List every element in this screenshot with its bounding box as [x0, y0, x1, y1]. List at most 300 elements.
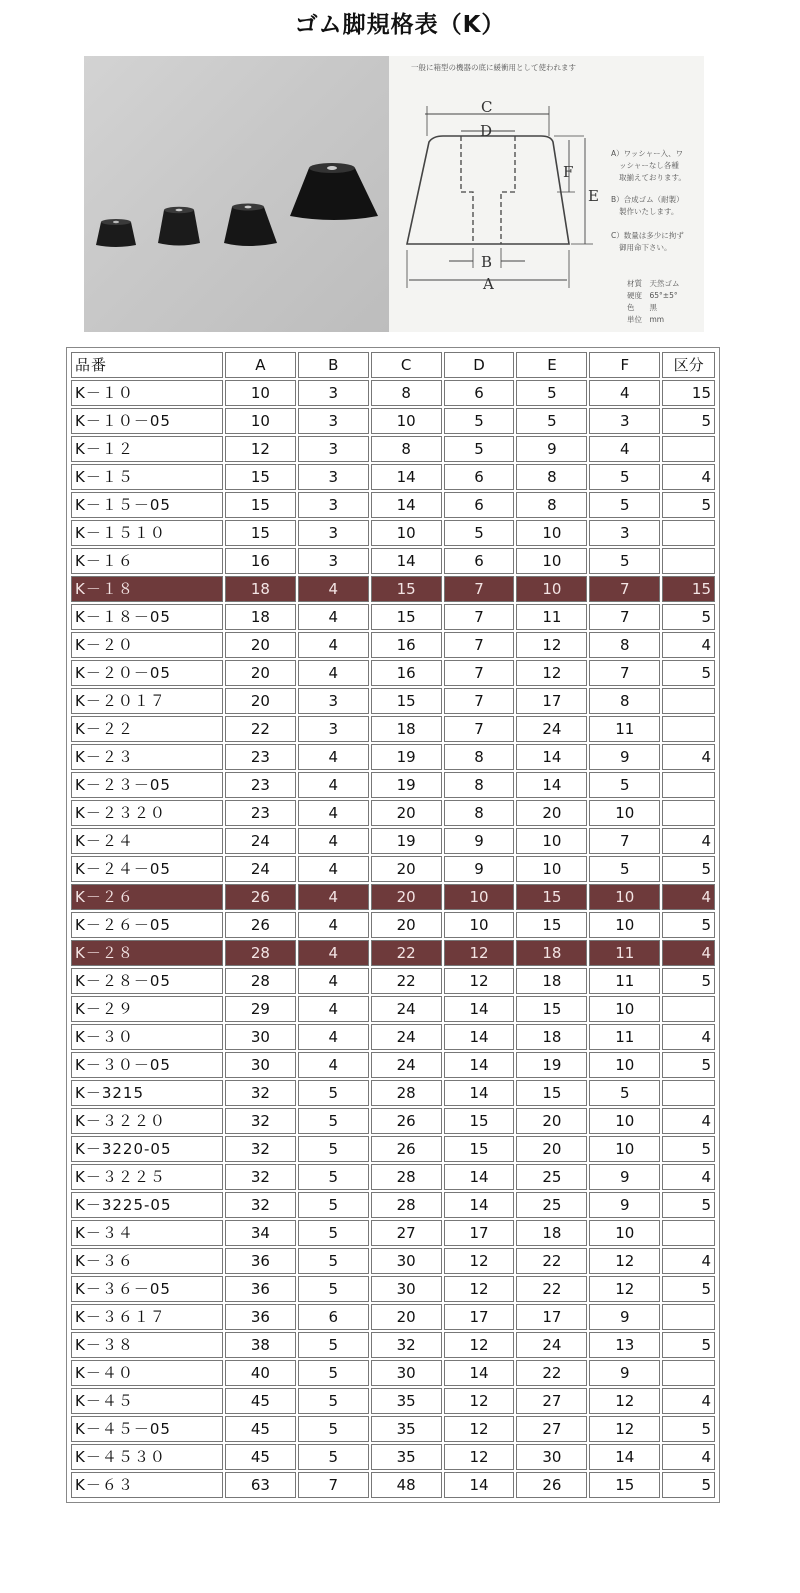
cell-a: 15 — [225, 520, 296, 546]
cell-b: 3 — [298, 492, 369, 518]
cell-a: 36 — [225, 1276, 296, 1302]
cell-kubun — [662, 688, 715, 714]
table-row — [71, 1192, 715, 1218]
cell-kubun: 4 — [662, 1388, 715, 1414]
cell-e: 20 — [516, 1136, 587, 1162]
table-row — [71, 1416, 715, 1442]
cell-c: 24 — [371, 1024, 442, 1050]
cell-d: 12 — [444, 1248, 515, 1274]
cell-d: 7 — [444, 604, 515, 630]
cell-d: 12 — [444, 940, 515, 966]
cell-b: 3 — [298, 408, 369, 434]
cell-b: 5 — [298, 1248, 369, 1274]
cell-d: 12 — [444, 1332, 515, 1358]
cell-f: 10 — [589, 996, 660, 1022]
cell-a: 23 — [225, 744, 296, 770]
table-row — [71, 716, 715, 742]
cell-b: 5 — [298, 1136, 369, 1162]
cell-e: 12 — [516, 660, 587, 686]
cell-kubun: 5 — [662, 1052, 715, 1078]
cell-kubun: 5 — [662, 1192, 715, 1218]
cell-c: 30 — [371, 1248, 442, 1274]
cell-b: 4 — [298, 856, 369, 882]
cell-code: K－２３－05 — [71, 772, 223, 798]
cell-d: 7 — [444, 576, 515, 602]
header-cell-code: 品番 — [71, 352, 223, 378]
cell-f: 8 — [589, 688, 660, 714]
cell-code: K－３６ — [71, 1248, 223, 1274]
cell-e: 10 — [516, 576, 587, 602]
dimension-drawing — [389, 56, 704, 332]
cell-a: 23 — [225, 772, 296, 798]
cell-c: 19 — [371, 772, 442, 798]
cell-c: 28 — [371, 1164, 442, 1190]
cell-b: 4 — [298, 1024, 369, 1050]
cell-f: 13 — [589, 1332, 660, 1358]
cell-d: 12 — [444, 1276, 515, 1302]
cell-code: K－４０ — [71, 1360, 223, 1386]
cell-code: K－１０－05 — [71, 408, 223, 434]
cell-c: 14 — [371, 492, 442, 518]
cell-f: 10 — [589, 884, 660, 910]
cell-f: 5 — [589, 772, 660, 798]
cell-code: K－４５ — [71, 1388, 223, 1414]
dim-label-d: D — [480, 122, 493, 140]
cell-kubun: 4 — [662, 884, 715, 910]
rubber-foot-small — [96, 219, 136, 247]
cell-e: 18 — [516, 1220, 587, 1246]
cell-kubun: 4 — [662, 828, 715, 854]
cell-a: 10 — [225, 380, 296, 406]
table-row — [71, 688, 715, 714]
cell-f: 5 — [589, 492, 660, 518]
cell-d: 6 — [444, 548, 515, 574]
page-title: ゴム脚規格表（K） — [294, 12, 506, 38]
table-row — [71, 1332, 715, 1358]
cell-kubun: 5 — [662, 492, 715, 518]
cell-e: 11 — [516, 604, 587, 630]
cell-kubun: 5 — [662, 1416, 715, 1442]
cell-f: 7 — [589, 828, 660, 854]
cell-d: 12 — [444, 1416, 515, 1442]
cell-f: 12 — [589, 1248, 660, 1274]
cell-code: K－１６ — [71, 548, 223, 574]
table-header-row — [71, 352, 715, 378]
note-line: 取揃えております。 — [619, 173, 686, 182]
dim-label-b: B — [481, 253, 493, 271]
table-row — [71, 408, 715, 434]
cell-d: 5 — [444, 436, 515, 462]
cell-e: 27 — [516, 1388, 587, 1414]
cell-code: K－３０－05 — [71, 1052, 223, 1078]
cell-code: K－２８－05 — [71, 968, 223, 994]
cell-kubun — [662, 800, 715, 826]
cell-a: 36 — [225, 1248, 296, 1274]
cell-c: 48 — [371, 1472, 442, 1498]
cell-f: 5 — [589, 548, 660, 574]
cell-e: 12 — [516, 632, 587, 658]
cell-d: 14 — [444, 996, 515, 1022]
table-row — [71, 772, 715, 798]
table-row — [71, 1444, 715, 1470]
cell-e: 24 — [516, 1332, 587, 1358]
cell-f: 10 — [589, 1052, 660, 1078]
cell-d: 12 — [444, 1444, 515, 1470]
cell-code: K－３６１７ — [71, 1304, 223, 1330]
cell-e: 14 — [516, 772, 587, 798]
cell-d: 8 — [444, 772, 515, 798]
cell-code: K－１５ — [71, 464, 223, 490]
cell-f: 12 — [589, 1276, 660, 1302]
cell-b: 6 — [298, 1304, 369, 1330]
table-row — [71, 1248, 715, 1274]
cell-c: 8 — [371, 380, 442, 406]
table-row — [71, 548, 715, 574]
cell-d: 14 — [444, 1472, 515, 1498]
spec-table-frame — [66, 347, 720, 1503]
table-row — [71, 380, 715, 406]
cell-b: 4 — [298, 800, 369, 826]
cell-f: 10 — [589, 912, 660, 938]
cell-e: 15 — [516, 912, 587, 938]
table-row — [71, 1080, 715, 1106]
cell-code: K－１５－05 — [71, 492, 223, 518]
cell-d: 12 — [444, 1388, 515, 1414]
spec-line: 色 黒 — [627, 303, 657, 312]
spec-table — [69, 350, 717, 1500]
cell-a: 32 — [225, 1192, 296, 1218]
cell-a: 26 — [225, 912, 296, 938]
cell-f: 11 — [589, 940, 660, 966]
cell-a: 10 — [225, 408, 296, 434]
cell-c: 10 — [371, 408, 442, 434]
cell-c: 20 — [371, 800, 442, 826]
cell-a: 20 — [225, 660, 296, 686]
cell-code: K－２６－05 — [71, 912, 223, 938]
table-row — [71, 856, 715, 882]
cell-d: 14 — [444, 1080, 515, 1106]
cell-kubun: 5 — [662, 604, 715, 630]
cell-e: 9 — [516, 436, 587, 462]
cell-kubun: 15 — [662, 576, 715, 602]
cell-kubun — [662, 436, 715, 462]
cell-a: 20 — [225, 632, 296, 658]
cell-b: 5 — [298, 1080, 369, 1106]
table-row — [71, 1136, 715, 1162]
cell-d: 9 — [444, 856, 515, 882]
cell-a: 28 — [225, 940, 296, 966]
cell-c: 35 — [371, 1388, 442, 1414]
cell-e: 22 — [516, 1276, 587, 1302]
cell-f: 9 — [589, 1164, 660, 1190]
cell-a: 15 — [225, 464, 296, 490]
cell-e: 30 — [516, 1444, 587, 1470]
cell-f: 4 — [589, 380, 660, 406]
cell-f: 15 — [589, 1472, 660, 1498]
cell-kubun: 4 — [662, 1024, 715, 1050]
cell-kubun — [662, 1304, 715, 1330]
cell-d: 14 — [444, 1052, 515, 1078]
table-row — [71, 436, 715, 462]
cell-d: 17 — [444, 1304, 515, 1330]
header-cell-f: F — [589, 352, 660, 378]
cell-b: 4 — [298, 576, 369, 602]
cell-b: 4 — [298, 1052, 369, 1078]
table-row — [71, 1388, 715, 1414]
cell-code: K－３８ — [71, 1332, 223, 1358]
header-cell-c: C — [371, 352, 442, 378]
table-row — [71, 1024, 715, 1050]
cell-code: K－２４ — [71, 828, 223, 854]
table-row — [71, 660, 715, 686]
cell-b: 5 — [298, 1220, 369, 1246]
rubber-foot-medium — [158, 207, 200, 246]
cell-a: 32 — [225, 1136, 296, 1162]
cell-kubun: 4 — [662, 744, 715, 770]
cell-c: 14 — [371, 464, 442, 490]
cell-b: 4 — [298, 632, 369, 658]
table-row — [71, 520, 715, 546]
table-row — [71, 1108, 715, 1134]
diagram-caption: 一般に箱型の機器の底に緩衝用として使われます — [411, 63, 576, 72]
cell-a: 32 — [225, 1080, 296, 1106]
cell-e: 8 — [516, 464, 587, 490]
dim-label-c: C — [481, 98, 493, 116]
cell-code: K－２６ — [71, 884, 223, 910]
cell-kubun: 5 — [662, 912, 715, 938]
cell-d: 6 — [444, 492, 515, 518]
header-cell-d: D — [444, 352, 515, 378]
cell-kubun: 5 — [662, 660, 715, 686]
cell-e: 25 — [516, 1164, 587, 1190]
cell-kubun: 5 — [662, 1136, 715, 1162]
cell-d: 9 — [444, 828, 515, 854]
cell-b: 5 — [298, 1388, 369, 1414]
cell-b: 3 — [298, 548, 369, 574]
table-row — [71, 1052, 715, 1078]
cell-d: 8 — [444, 744, 515, 770]
header-cell-a: A — [225, 352, 296, 378]
table-row — [71, 1304, 715, 1330]
table-row — [71, 1472, 715, 1498]
cell-b: 5 — [298, 1332, 369, 1358]
cell-d: 14 — [444, 1164, 515, 1190]
cell-f: 14 — [589, 1444, 660, 1470]
cell-d: 10 — [444, 884, 515, 910]
cell-d: 17 — [444, 1220, 515, 1246]
cell-a: 16 — [225, 548, 296, 574]
cell-f: 3 — [589, 520, 660, 546]
cell-b: 5 — [298, 1276, 369, 1302]
cell-b: 3 — [298, 520, 369, 546]
cell-kubun — [662, 772, 715, 798]
cell-kubun: 4 — [662, 632, 715, 658]
table-row — [71, 1360, 715, 1386]
dim-label-e: E — [588, 187, 599, 205]
cell-c: 35 — [371, 1444, 442, 1470]
cell-code: K－１８－05 — [71, 604, 223, 630]
cell-e: 17 — [516, 688, 587, 714]
cell-a: 22 — [225, 716, 296, 742]
cell-code: K－３０ — [71, 1024, 223, 1050]
cell-f: 5 — [589, 1080, 660, 1106]
cell-kubun — [662, 1220, 715, 1246]
cell-f: 10 — [589, 800, 660, 826]
cell-c: 27 — [371, 1220, 442, 1246]
cell-kubun: 5 — [662, 408, 715, 434]
cell-f: 7 — [589, 604, 660, 630]
cell-a: 40 — [225, 1360, 296, 1386]
cell-d: 12 — [444, 968, 515, 994]
cell-code: K－２０ — [71, 632, 223, 658]
table-row — [71, 492, 715, 518]
cell-e: 22 — [516, 1360, 587, 1386]
note-line: C）数量は多少に拘ず — [611, 231, 684, 240]
cell-a: 38 — [225, 1332, 296, 1358]
cell-c: 24 — [371, 1052, 442, 1078]
spec-line: 材質 天然ゴム — [627, 279, 680, 288]
table-row — [71, 884, 715, 910]
cell-c: 28 — [371, 1080, 442, 1106]
cell-f: 8 — [589, 632, 660, 658]
cell-kubun — [662, 996, 715, 1022]
cell-b: 5 — [298, 1444, 369, 1470]
cell-a: 24 — [225, 856, 296, 882]
cell-f: 4 — [589, 436, 660, 462]
cell-e: 18 — [516, 940, 587, 966]
product-photo — [84, 56, 389, 332]
cell-code: K－６３ — [71, 1472, 223, 1498]
cell-f: 9 — [589, 1360, 660, 1386]
table-row — [71, 464, 715, 490]
cell-b: 4 — [298, 996, 369, 1022]
cell-d: 14 — [444, 1360, 515, 1386]
cell-e: 10 — [516, 828, 587, 854]
cell-b: 3 — [298, 464, 369, 490]
cell-kubun — [662, 520, 715, 546]
cell-e: 25 — [516, 1192, 587, 1218]
cell-d: 7 — [444, 660, 515, 686]
cell-code: K－１２ — [71, 436, 223, 462]
cell-kubun: 5 — [662, 1332, 715, 1358]
cell-e: 10 — [516, 856, 587, 882]
cell-kubun: 5 — [662, 968, 715, 994]
cell-c: 22 — [371, 968, 442, 994]
cell-c: 26 — [371, 1108, 442, 1134]
cell-e: 15 — [516, 884, 587, 910]
cell-code: K－３６－05 — [71, 1276, 223, 1302]
cell-e: 15 — [516, 1080, 587, 1106]
cell-code: K－１８ — [71, 576, 223, 602]
cell-a: 36 — [225, 1304, 296, 1330]
cell-e: 10 — [516, 548, 587, 574]
cell-c: 15 — [371, 576, 442, 602]
cell-d: 15 — [444, 1108, 515, 1134]
cell-c: 15 — [371, 688, 442, 714]
cell-kubun: 4 — [662, 1108, 715, 1134]
cell-c: 30 — [371, 1360, 442, 1386]
cell-f: 11 — [589, 716, 660, 742]
cell-a: 18 — [225, 604, 296, 630]
cell-c: 10 — [371, 520, 442, 546]
cell-code: K－３４ — [71, 1220, 223, 1246]
cell-b: 5 — [298, 1416, 369, 1442]
table-row — [71, 604, 715, 630]
cell-f: 5 — [589, 464, 660, 490]
table-row — [71, 828, 715, 854]
cell-c: 20 — [371, 912, 442, 938]
cell-b: 4 — [298, 660, 369, 686]
dimension-diagram — [389, 56, 704, 332]
cell-code: K－２３２０ — [71, 800, 223, 826]
cell-b: 3 — [298, 688, 369, 714]
cell-c: 16 — [371, 632, 442, 658]
cell-a: 30 — [225, 1052, 296, 1078]
cell-b: 4 — [298, 912, 369, 938]
cell-c: 15 — [371, 604, 442, 630]
table-row — [71, 968, 715, 994]
cell-a: 30 — [225, 1024, 296, 1050]
cell-code: K－２０１７ — [71, 688, 223, 714]
table-row — [71, 632, 715, 658]
cell-f: 7 — [589, 576, 660, 602]
cell-kubun: 4 — [662, 1248, 715, 1274]
table-row — [71, 940, 715, 966]
cell-c: 26 — [371, 1136, 442, 1162]
cell-f: 3 — [589, 408, 660, 434]
cell-kubun: 4 — [662, 1444, 715, 1470]
cell-c: 32 — [371, 1332, 442, 1358]
table-row — [71, 1164, 715, 1190]
cell-d: 5 — [444, 408, 515, 434]
cell-f: 5 — [589, 856, 660, 882]
cell-code: K－４５３０ — [71, 1444, 223, 1470]
cell-code: K－３２２５ — [71, 1164, 223, 1190]
cell-f: 10 — [589, 1136, 660, 1162]
cell-f: 10 — [589, 1220, 660, 1246]
dim-label-f: F — [563, 163, 574, 181]
cell-kubun: 15 — [662, 380, 715, 406]
cell-e: 24 — [516, 716, 587, 742]
table-row — [71, 912, 715, 938]
cell-e: 15 — [516, 996, 587, 1022]
cell-f: 9 — [589, 1304, 660, 1330]
cell-d: 6 — [444, 464, 515, 490]
cell-d: 8 — [444, 800, 515, 826]
cell-b: 4 — [298, 968, 369, 994]
cell-e: 18 — [516, 968, 587, 994]
header-cell-kubun: 区分 — [662, 352, 715, 378]
cell-code: K－１５１０ — [71, 520, 223, 546]
cell-d: 14 — [444, 1024, 515, 1050]
cell-e: 5 — [516, 408, 587, 434]
cell-e: 10 — [516, 520, 587, 546]
cell-a: 63 — [225, 1472, 296, 1498]
cell-kubun — [662, 548, 715, 574]
cell-b: 5 — [298, 1164, 369, 1190]
cell-a: 12 — [225, 436, 296, 462]
cell-b: 4 — [298, 604, 369, 630]
cell-c: 8 — [371, 436, 442, 462]
note-line: B）合成ゴム（耐製） — [611, 195, 684, 204]
cell-code: K－２３ — [71, 744, 223, 770]
cell-f: 9 — [589, 1192, 660, 1218]
cell-a: 18 — [225, 576, 296, 602]
cell-d: 15 — [444, 1136, 515, 1162]
cell-d: 6 — [444, 380, 515, 406]
cell-kubun: 4 — [662, 940, 715, 966]
cell-d: 7 — [444, 632, 515, 658]
